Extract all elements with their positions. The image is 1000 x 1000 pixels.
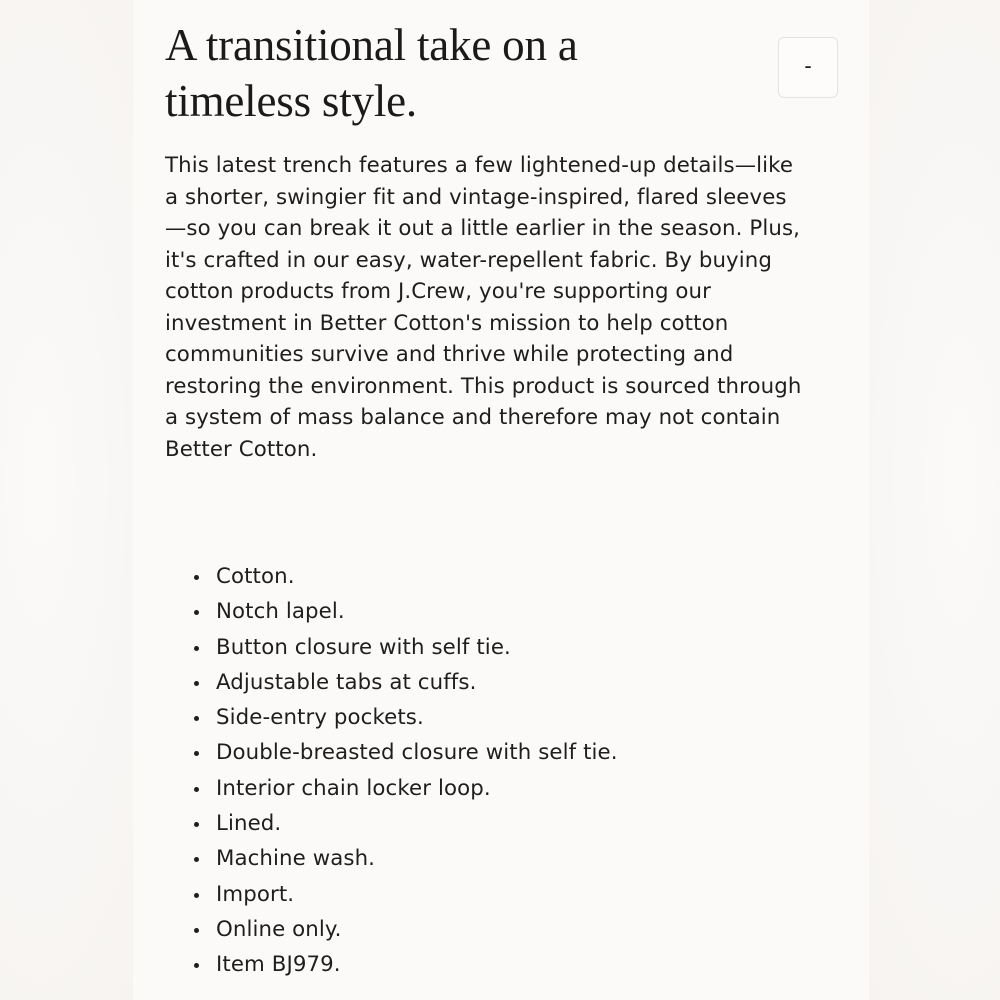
product-description: This latest trench features a few lightened-up details—like a shorter, swingier fit and vintage-inspired, flared sleeves—so you can break it out a little earlier in the season. Plus, it's crafted in our easy, water-repellent fabric. By buying cotton products from J.Crew, you're supporting our investment in Better Cotton's mission to help cotton communities survive and thrive while protecting and restoring the environment. This product is sourced through a system of mass balance and therefore may not contain Better Cotton. [165,153,802,462]
feature-list [165,559,856,983]
list-item: Notch lapel. [216,594,856,629]
list-item: Item BJ979. [216,947,856,982]
list-item: Cotton. [216,559,856,594]
list-item: Button closure with self tie. [216,630,856,665]
list-item: Side-entry pockets. [216,700,856,735]
list-item: Double-breasted closure with self tie. [216,735,856,770]
list-item: Adjustable tabs at cuffs. [216,665,856,700]
details-heading: A transitional take on a timeless style. [165,20,578,126]
product-details-panel [133,0,869,1000]
list-item: Lined. [216,806,856,841]
list-item: Import. [216,877,856,912]
list-item: Online only. [216,912,856,947]
list-item: Machine wash. [216,841,856,876]
collapse-button[interactable] [778,37,838,98]
list-item: Interior chain locker loop. [216,771,856,806]
minus-icon: - [804,52,812,78]
